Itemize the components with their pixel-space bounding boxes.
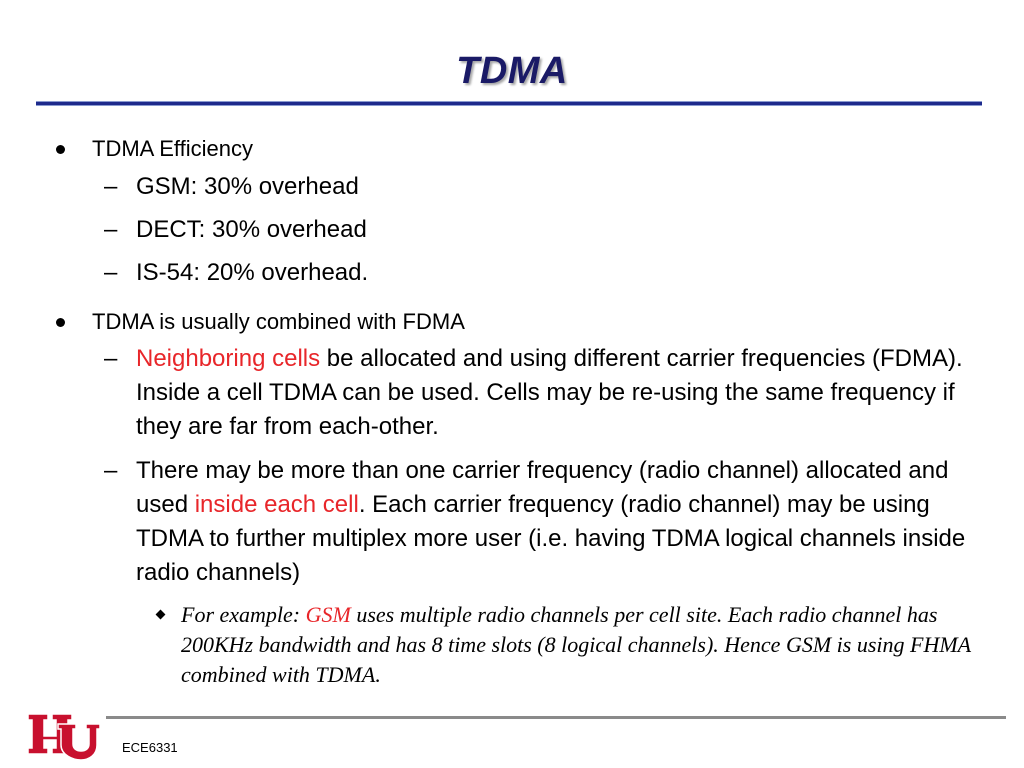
example-text-after: uses multiple radio channels per cell site. Each radio channel has 200KHz bandwidth and has 8 time slots (8 logical channels). Hence GSM is using FHMA combined with TDMA. [181,602,971,687]
dash-icon: – [104,457,118,484]
sub-item-text: DECT: 30% overhead [136,216,367,243]
bullet-dot-icon [56,318,65,327]
example-text-before: For example: [181,602,306,627]
sub-item-multiple-carriers [104,454,976,590]
footer-divider [106,716,1006,719]
bullet-tdma-fdma [92,309,465,335]
sub-item-gsm [104,170,976,204]
bullet-tdma-efficiency [92,136,253,162]
dash-icon: – [104,173,118,200]
dash-icon: – [104,259,118,286]
bullet-text: TDMA Efficiency [92,136,253,161]
sub-item-text: GSM: 30% overhead [136,173,359,200]
footer-course-code: ECE6331 [122,740,178,755]
slide-title: TDMA [456,50,568,92]
sub-item-text-after: . Each carrier frequency (radio channel) may be using TDMA to further multiplex more user (i.e. having TDMA logical channels inside radio channels) [136,491,966,586]
sub-item-dect [104,213,976,247]
dash-icon: – [104,345,118,372]
dash-icon: – [104,216,118,243]
sub-item-neighboring-cells [104,342,976,444]
uh-logo-icon [24,712,104,764]
sub-item-text-before: There may be more than one carrier frequency (radio channel) allocated and used [136,457,949,518]
example-item [181,600,981,690]
bullet-dot-icon [56,145,65,154]
sub-item-text: IS-54: 20% overhead. [136,259,369,286]
sub-item-is54 [104,256,976,290]
highlight-inside-each-cell: inside each cell [194,491,359,518]
diamond-bullet-icon [156,610,166,620]
bullet-text: TDMA is usually combined with FDMA [92,309,465,334]
highlight-neighboring-cells: Neighboring cells [136,345,321,372]
highlight-gsm: GSM [305,602,351,627]
sub-item-text: be allocated and using different carrier frequencies (FDMA). Inside a cell TDMA can be used. Cells may be re-using the same frequency if they are far from each-other. [136,345,963,440]
